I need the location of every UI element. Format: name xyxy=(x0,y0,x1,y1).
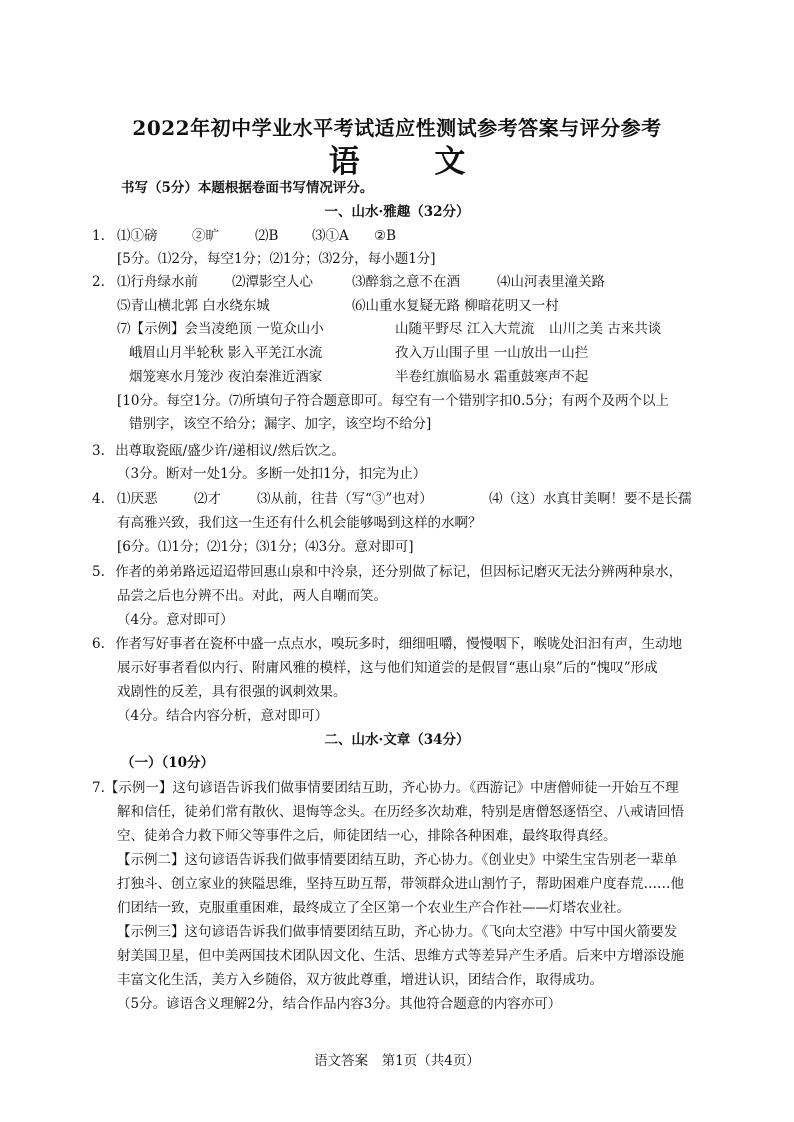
answer-item: ⑵才 xyxy=(194,491,221,507)
example-line: 打独斗、创立家业的狭隘思维，坚持互助互帮，带领群众进山割竹子，帮助困难户度春荒……他 xyxy=(117,876,684,892)
example-line: 空、徒弟合力救下师父等事件之后，师徒团结一心，排除各种困难，最终取得真经。 xyxy=(117,828,617,844)
question-6-cont: 戏剧性的反差，具有很强的讽刺效果。 xyxy=(117,684,347,700)
question-5-cont: 品尝之后也分辨不出。对此，两人自嘲而笑。 xyxy=(117,588,387,604)
subject-heading: 语 文 xyxy=(328,144,498,180)
page-footer: 语文答案 第1页（共4页） xyxy=(314,1053,480,1069)
example-item: 峨眉山月半轮秋 影入平羌江水流 xyxy=(129,345,323,361)
question-2-score: [10分。每空1分。⑺所填句子符合题意即可。每空有一个错别字扣0.5分；有两个及两个以上 xyxy=(117,393,670,409)
question-7-score: （5分。谚语含义理解2分，结合作品内容3分。其他符合题意的内容亦可） xyxy=(117,996,562,1012)
answer-text: 出尊取瓷瓯/盛少许/递相议/然后饮之。 xyxy=(115,443,345,459)
question-6-cont: 展示好事者看似内行、附庸风雅的模样，这与他们知道尝的是假冒“惠山泉”后的“愧叹”形成 xyxy=(117,660,658,676)
question-number: 2. xyxy=(92,274,105,290)
example-line: 射美国卫星，但中美两国技术团队因文化、生活、思维方式等差异产生矛盾。后来中方增添设施 xyxy=(117,948,684,964)
answer-text: 作者的弟弟路远迢迢带回惠山泉和中泠泉，还分别做了标记，但因标记磨灭无法分辨两种泉水， xyxy=(115,564,683,580)
answer-item: ⑶醉翁之意不在酒 xyxy=(352,274,460,290)
question-5 xyxy=(92,562,682,582)
section-heading-2: 二、山水·文章（34分） xyxy=(324,732,470,748)
answer-text: 作者写好事者在瓷杯中盛一点点水，嗅玩多时，细细咀嚼，慢慢咽下，喉咙处汩汩有声，生动地 xyxy=(115,636,683,652)
part-heading: （一）（10分） xyxy=(121,755,215,771)
question-2-score-cont: 错别字，该空不给分；漏字、加字，该空均不给分] xyxy=(129,416,432,432)
example-item: 半卷红旗临易水 霜重鼓寒声不起 xyxy=(395,369,589,385)
answer-item: ⑷山河表里潼关路 xyxy=(497,274,605,290)
question-number: 7. xyxy=(92,780,105,796)
answer-item: ⑴行舟绿水前 xyxy=(117,274,198,290)
answer-item: ②旷 xyxy=(192,228,219,244)
answer-item: ⑶从前，往昔（写“③”也对） xyxy=(257,491,433,507)
question-4-score: [6分。⑴1分；⑵1分；⑶1分；⑷3分。意对即可] xyxy=(117,539,414,555)
question-number: 3. xyxy=(92,443,105,459)
example-line: 【示例三】这句谚语告诉我们做事情要团结互助，齐心协力。《飞向太空港》中写中国火箭要发 xyxy=(117,924,678,940)
question-1-score: [5分。⑴2分，每空1分；⑵1分；⑶2分，每小题1分] xyxy=(117,251,436,267)
example-item: 山随平野尽 江入大荒流 xyxy=(395,321,535,337)
question-3 xyxy=(92,441,345,461)
section-heading-1: 一、山水·雅趣（32分） xyxy=(324,204,470,220)
answer-item: ⑵B xyxy=(255,228,279,244)
example-line: 丰富文化生活，美方入乡随俗，双方彼此尊重，增进认识，团结合作，取得成功。 xyxy=(117,972,603,988)
question-number: 4. xyxy=(92,491,105,507)
question-7 xyxy=(92,778,679,798)
answer-item: ⑴①磅 xyxy=(117,228,158,244)
example-item: 烟笼寒水月笼沙 夜泊秦淮近酒家 xyxy=(129,369,323,385)
intro-line: 书写（5分）本题根据卷面书写情况评分。 xyxy=(121,180,374,196)
question-5-score: （4分。意对即可） xyxy=(117,612,234,628)
question-6 xyxy=(92,634,682,654)
example-line: 【示例二】这句谚语告诉我们做事情要团结互助，齐心协力。《创业史》中梁生宝告别老一辈单 xyxy=(117,852,678,868)
answer-item: ⑶①A xyxy=(312,228,349,244)
question-number: 5. xyxy=(92,564,105,580)
example-item: ⑺【示例】会当凌绝顶 一览众山小 xyxy=(117,321,324,337)
document-title: 2022年初中学业水平考试适应性测试参考答案与评分参考 xyxy=(132,116,662,140)
question-3-score: （3分。断对一处1分。多断一处扣1分，扣完为止） xyxy=(117,466,427,482)
question-6-score: （4分。结合内容分析，意对即可） xyxy=(117,708,329,724)
example-text: 【示例一】这句谚语告诉我们做事情要团结互助，齐心协力。《西游记》中唐僧师徒一开始互不理 xyxy=(104,780,679,796)
question-number: 1. xyxy=(92,228,105,244)
question-number: 6. xyxy=(92,636,105,652)
question-4-cont: 有高雅兴致，我们这一生还有什么机会能够喝到这样的水啊？ xyxy=(117,515,482,531)
answer-item: ⑸青山横北郭 白水绕东城 xyxy=(117,298,270,314)
answer-item: ⑴厌恶 xyxy=(117,491,158,507)
example-item: 孜入万山围子里 一山放出一山拦 xyxy=(395,345,589,361)
example-line: 们团结一致，克服重重困难，最终成立了全区第一个农业生产合作社——灯塔农业社。 xyxy=(117,900,630,916)
example-item: 山川之美 古来共谈 xyxy=(549,321,662,337)
example-line: 解和信任，徒弟们常有散伙、退悔等念头。在历经多次劫难，特别是唐僧怒逐悟空、八戒请回悟 xyxy=(117,804,684,820)
answer-item: ②B xyxy=(374,228,397,244)
answer-item: ⑵潭影空人心 xyxy=(232,274,313,290)
answer-item: ⑷（这）水真甘美啊！要不是长孺 xyxy=(489,491,692,507)
answer-item: ⑹山重水复疑无路 柳暗花明又一村 xyxy=(352,298,559,314)
